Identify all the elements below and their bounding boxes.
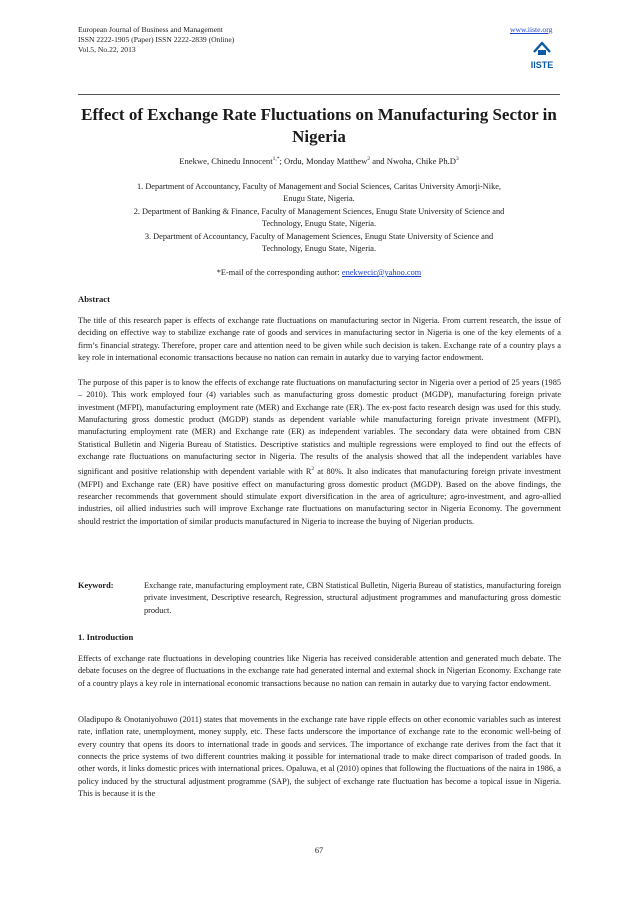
- author-3-marker: 3: [455, 156, 459, 163]
- journal-header: [78, 25, 234, 55]
- author-list: [78, 156, 560, 166]
- affiliation-2: [74, 206, 564, 231]
- paper-title: [70, 104, 568, 148]
- email-link[interactable]: enekwecic@yahoo.com: [341, 268, 422, 277]
- affiliation-1: [74, 181, 564, 206]
- author-3: and Nwoha, Chike Ph.D: [370, 156, 456, 166]
- abstract-paragraph-1: The title of this research paper is effects of exchange rate fluctuations on manufacturing sector in Nigeria. From current research, the issue of deciding on effective way to stabilize exchange rate of goods and services in manufacturing sector in Nigeria is one of the key elements of a firm’s financial strategy. Therefore, proper care and attention need to be given while such decision is taken. Exchange rate of a country plays a key role in international economic transactions because no nation can remain in autarky due to varying factor endowment.: [78, 316, 561, 363]
- journal-name: European Journal of Business and Management: [78, 25, 223, 34]
- journal-url-link[interactable]: www.iiste.org: [510, 25, 553, 34]
- abstract-heading: Abstract: [78, 294, 110, 304]
- keywords-text: Exchange rate, manufacturing employment rate, CBN Statistical Bulletin, Nigeria Bureau of statistics, manufacturing foreign private investment, Descriptive research, Regression, structural adjustment programmes and manufacturing gross domestic product.: [144, 581, 561, 615]
- affiliation-line: Enugu State, Nigeria.: [283, 194, 355, 204]
- corresponding-email: [78, 268, 560, 277]
- page-number: 67: [314, 846, 324, 855]
- journal-volume: Vol.5, No.22, 2013: [78, 45, 136, 54]
- affiliation-line: 3. Department of Accountancy, Faculty of Management Sciences, Enugu State University of Science and: [144, 232, 494, 241]
- paper-title-line-2: Nigeria: [292, 127, 346, 146]
- iiste-logo: [525, 38, 559, 72]
- affiliation-3: [74, 231, 564, 256]
- paper-title-line-1: Effect of Exchange Rate Fluctuations on Manufacturing Sector in: [81, 105, 557, 124]
- author-1: Enekwe, Chinedu Innocent: [179, 156, 273, 166]
- introduction-heading: 1. Introduction: [78, 632, 134, 642]
- abstract-paragraph-2: [78, 377, 561, 528]
- affiliation-line: 2. Department of Banking & Finance, Faculty of Management Sciences, Enugu State University of Science and: [133, 207, 505, 216]
- affiliation-line: Technology, Enugu State, Nigeria.: [261, 244, 377, 254]
- abstract-text: The purpose of this paper is to know the effects of exchange rate fluctuations on manufacturing sector in Nigeria over a period of 25 years (1985 – 2010). This work employed four (4) variables such as manufacturing gross domestic product (MGDP), manufacturing foreign private investment (MFPI), manufacturing employment rate (MER) and Exchange rate (ER). The ex-post facto research design was used for this study. Manufacturing gross domestic product (MGDP) stands as dependent variable while manufacturing foreign private investment (MFPI), manufacturing employment rate (MER) and Exchange rate (ER) as independent variables. The secondary data were obtained from CBN Statistical Bulletin and Nigeria Bureau of Statistics. Descriptive statistics and multiple regressions were employed to find out the effects of exchange rate fluctuations on manufacturing sector in Nigeria. The results of the analysis showed that all the independent variables have significant and positive relationship with dependent variable with R: [78, 378, 561, 477]
- iiste-logo-text: IISTE: [530, 60, 554, 70]
- affiliation-line: 1. Department of Accountancy, Faculty of Management and Social Sciences, Caritas University Amorji-Nike,: [137, 182, 501, 191]
- header-divider: [78, 94, 560, 95]
- introduction-paragraph-2: Oladipupo & Onotaniyohuwo (2011) states that movements in the exchange rate have ripple effects on other economic variables such as interest rate, inflation rate, unemployment, money supply, etc. These facts underscore the importance of exchange rate to the economic well-being of every country that opens its doors to international trade in goods and services. The importance of exchange rate derives from the fact that it connects the price systems of two different countries making it possible for international trade to make direct comparison of traded goods. In other words, it links domestic prices with international prices. Opaluwa, et al (2010) opines that following the fluctuations of the naira in 1986, a policy induced by the structural adjustment programme (SAP), the subject of exchange rate fluctuation has become a topical issue in Nigeria. This is because it is the: [78, 715, 561, 799]
- journal-issn: ISSN 2222-1905 (Paper) ISSN 2222-2839 (Online): [78, 35, 235, 44]
- abstract-text: at 80%. It also indicates that manufacturing foreign private investment (MFPI) and Exchange rate (ER) have positive effect on manufacturing gross domestic product (MGDP). Based on the above findings, the researcher recommends that government should stimulate export diversification in the area of agriculture; agro-investment, and agro-allied industries, oil allied industries such will improve Exchange rate fluctuations on manufacturing sector in Nigeria Economy. The government should restrict the importation of similar products manufactured in Nigeria to increase the buying of Nigerian products.: [78, 467, 561, 526]
- r-squared-superscript: 2: [311, 466, 315, 473]
- author-2-marker: 2: [367, 156, 371, 163]
- email-label: *E-mail of the corresponding author:: [216, 268, 342, 277]
- author-1-marker: 1,*: [272, 156, 280, 163]
- affiliation-line: Technology, Enugu State, Nigeria.: [261, 219, 377, 229]
- author-2: ; Ordu, Monday Matthew: [279, 156, 368, 166]
- keywords-label: Keyword:: [78, 581, 114, 590]
- introduction-paragraph-1: Effects of exchange rate fluctuations in developing countries like Nigeria has received considerable attention and generated much debate. The debate focuses on the degree of fluctuations in the exchange rate had generated internal and external shock in Nigerian Economy. Exchange rate of a country plays a key role in international economic transactions because no nation can remain in autarky due to varying factor endowment.: [78, 654, 561, 688]
